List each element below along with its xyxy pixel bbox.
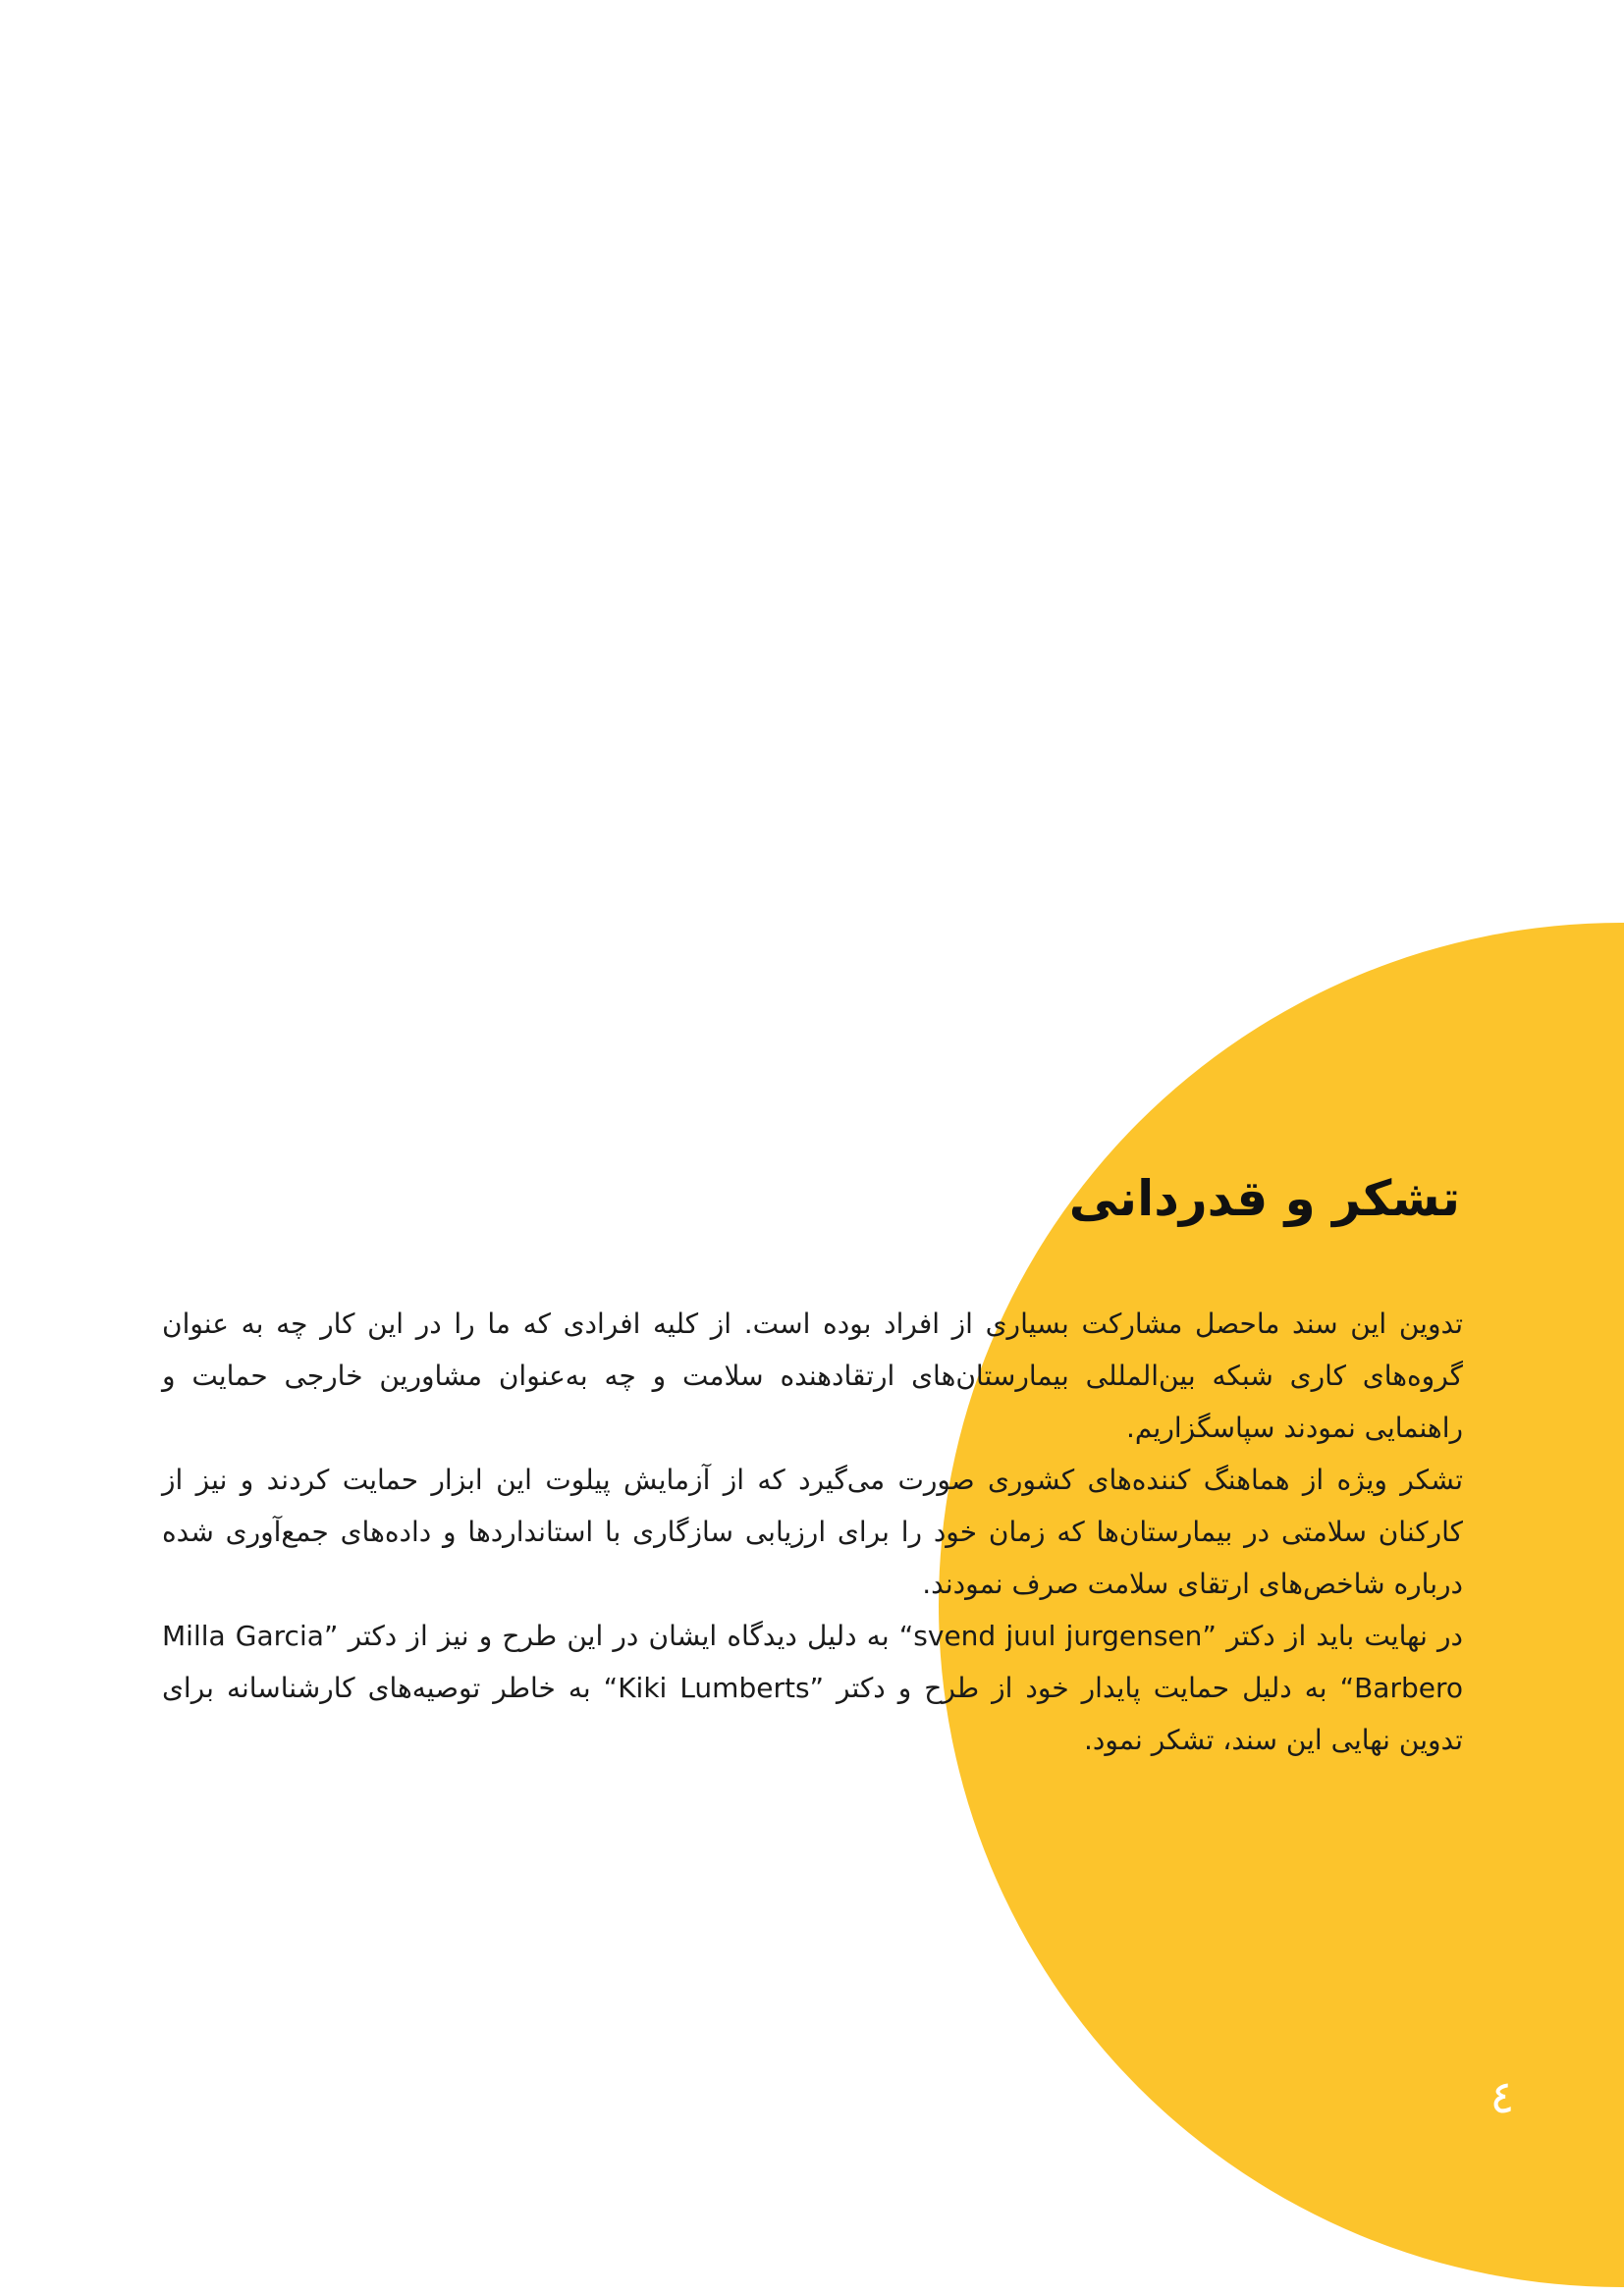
page-number: ٤ bbox=[1489, 2070, 1515, 2123]
page-title: تشکر و قدردانی bbox=[1068, 1170, 1460, 1227]
paragraph-coordinators: تشکر ویژه از هماهنگ کننده‌های کشوری صورت می‌گیرد که از آزمایش پیلوت این ابزار حمایت کردند و نیز از کارکنان سلامتی در بیمارستان‌ها که زمان خود را برای ارزیابی سازگاری با استانداردها و داده‌های جمع‌آوری شده درباره شاخص‌های ارتقای سلامت صرف نمودند. bbox=[162, 1464, 1463, 1600]
paragraph-contributors: تدوین این سند ماحصل مشارکت بسیاری از افراد بوده است. از کلیه افرادی که ما را در این کار چه به عنوان گروه‌های کاری شبکه بین‌المللی بیمارستان‌های ارتقادهنده سلامت و چه به‌عنوان مشاورین خارجی حمایت و راهنمایی نمودند سپاسگزاریم. bbox=[162, 1308, 1463, 1444]
paragraph-doctors: در نهایت باید از دکتر ”svend juul jurgensen“ به دلیل دیدگاه ایشان در این طرح و نیز از دکتر ”Milla Garcia Barbero“ به دلیل حمایت پایدار خود از طرح و دکتر ”Kiki Lumberts“ به خاطر توصیه‌های کارشناسانه برای تدوین نهایی این سند، تشکر نمود. bbox=[162, 1620, 1464, 1756]
acknowledgments-text bbox=[162, 1298, 1463, 1766]
